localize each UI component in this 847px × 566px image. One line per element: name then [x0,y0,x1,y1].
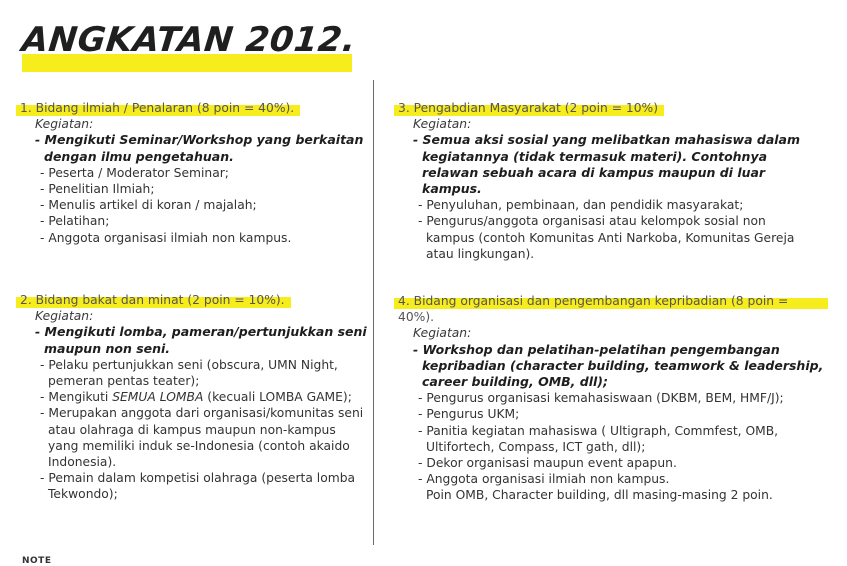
section-heading-text: 2. Bidang bakat dan minat (2 poin = 10%). [20,293,285,307]
list-item: - Pengurus organisasi kemahasiswaan (DKBM, BEM, HMF/J); [418,391,784,406]
kegiatan-label: Kegiatan: [35,117,94,132]
section-organisasi [398,293,828,504]
list-item: - Peserta / Moderator Seminar; [40,165,229,180]
list-item: - Pemain dalam kompetisi olahraga (peserta lomba Tekwondo); [40,471,356,502]
list-item: - Anggota organisasi ilmiah non kampus. [418,472,670,487]
list-item: - Panitia kegiatan mahasiswa ( Ultigraph, Commfest, OMB, Ultifortech, Compass, ICT gath, dll); [418,423,779,454]
list-item: - Pelaku pertunjukkan seni (obscura, UMN Night, pemeran pentas teater); [40,357,338,389]
kegiatan-label: Kegiatan: [413,326,472,341]
list-item: - Pelatihan; [40,214,110,229]
section-bakat-minat [20,292,370,503]
list-item-suffix: (kecuali LOMBA GAME); [203,390,352,405]
kegiatan-label: Kegiatan: [413,117,472,132]
list-item: - Pengurus UKM; [418,407,520,422]
section-heading-text: 3. Pengabdian Masyarakat (2 poin = 10%) [398,101,659,115]
list-item: - Penyuluhan, pembinaan, dan pendidik masyarakat; [418,198,744,213]
list-item: - Pengurus/anggota organisasi atau kelompok sosial non kampus (contoh Komunitas Anti Narkoba, Komunitas Gereja atau lingkungan). [418,214,795,261]
main-activity: - Mengikuti lomba, pameran/pertunjukkan seni maupun non seni. [35,324,367,356]
list-item: - Penelitian Ilmiah; [40,182,155,197]
kegiatan-label: Kegiatan: [35,309,94,324]
page-title: ANGKATAN 2012. [19,20,358,60]
section-heading [20,100,300,116]
list-item [40,389,370,405]
main-activity: - Workshop dan pelatihan-pelatihan pengembangan kepribadian (character building, teamwork & leadership, career building, OMB, dll); [413,341,824,390]
section-ilmiah [20,100,365,246]
list-item: - Menulis artikel di koran / majalah; [40,198,257,213]
footer-note: NOTE [22,556,52,566]
main-activity: - Mengikuti Seminar/Workshop yang berkaitan dengan ilmu pengetahuan. [35,132,364,164]
section-pengabdian [398,100,818,262]
list-item: - Dekor organisasi maupun event apapun. [418,456,677,471]
list-item-emphasis: SEMUA LOMBA [112,390,204,405]
section-heading [398,100,664,116]
points-note: Poin OMB, Character building, dll masing-masing 2 poin. [426,488,773,503]
list-item: - Anggota organisasi ilmiah non kampus. [40,230,292,245]
page-title-wrapper [19,18,358,62]
section-heading-text: 1. Bidang ilmiah / Penalaran (8 poin = 40%). [20,101,295,115]
section-heading [398,293,828,325]
column-divider [373,80,374,545]
section-heading [20,292,291,308]
list-item-prefix: - Mengikuti [40,390,113,405]
list-item: - Merupakan anggota dari organisasi/komunitas seni atau olahraga di kampus maupun non-kampus yang memiliki induk se-Indonesia (contoh akaido Indonesia). [40,406,364,470]
section-heading-text: 4. Bidang organisasi dan pengembangan kepribadian (8 poin = 40%). [398,294,789,325]
main-activity: - Semua aksi sosial yang melibatkan mahasiswa dalam kegiatannya (tidak termasuk materi). Contohnya relawan sebuah acara di kampus maupun di luar kampus. [413,132,801,197]
